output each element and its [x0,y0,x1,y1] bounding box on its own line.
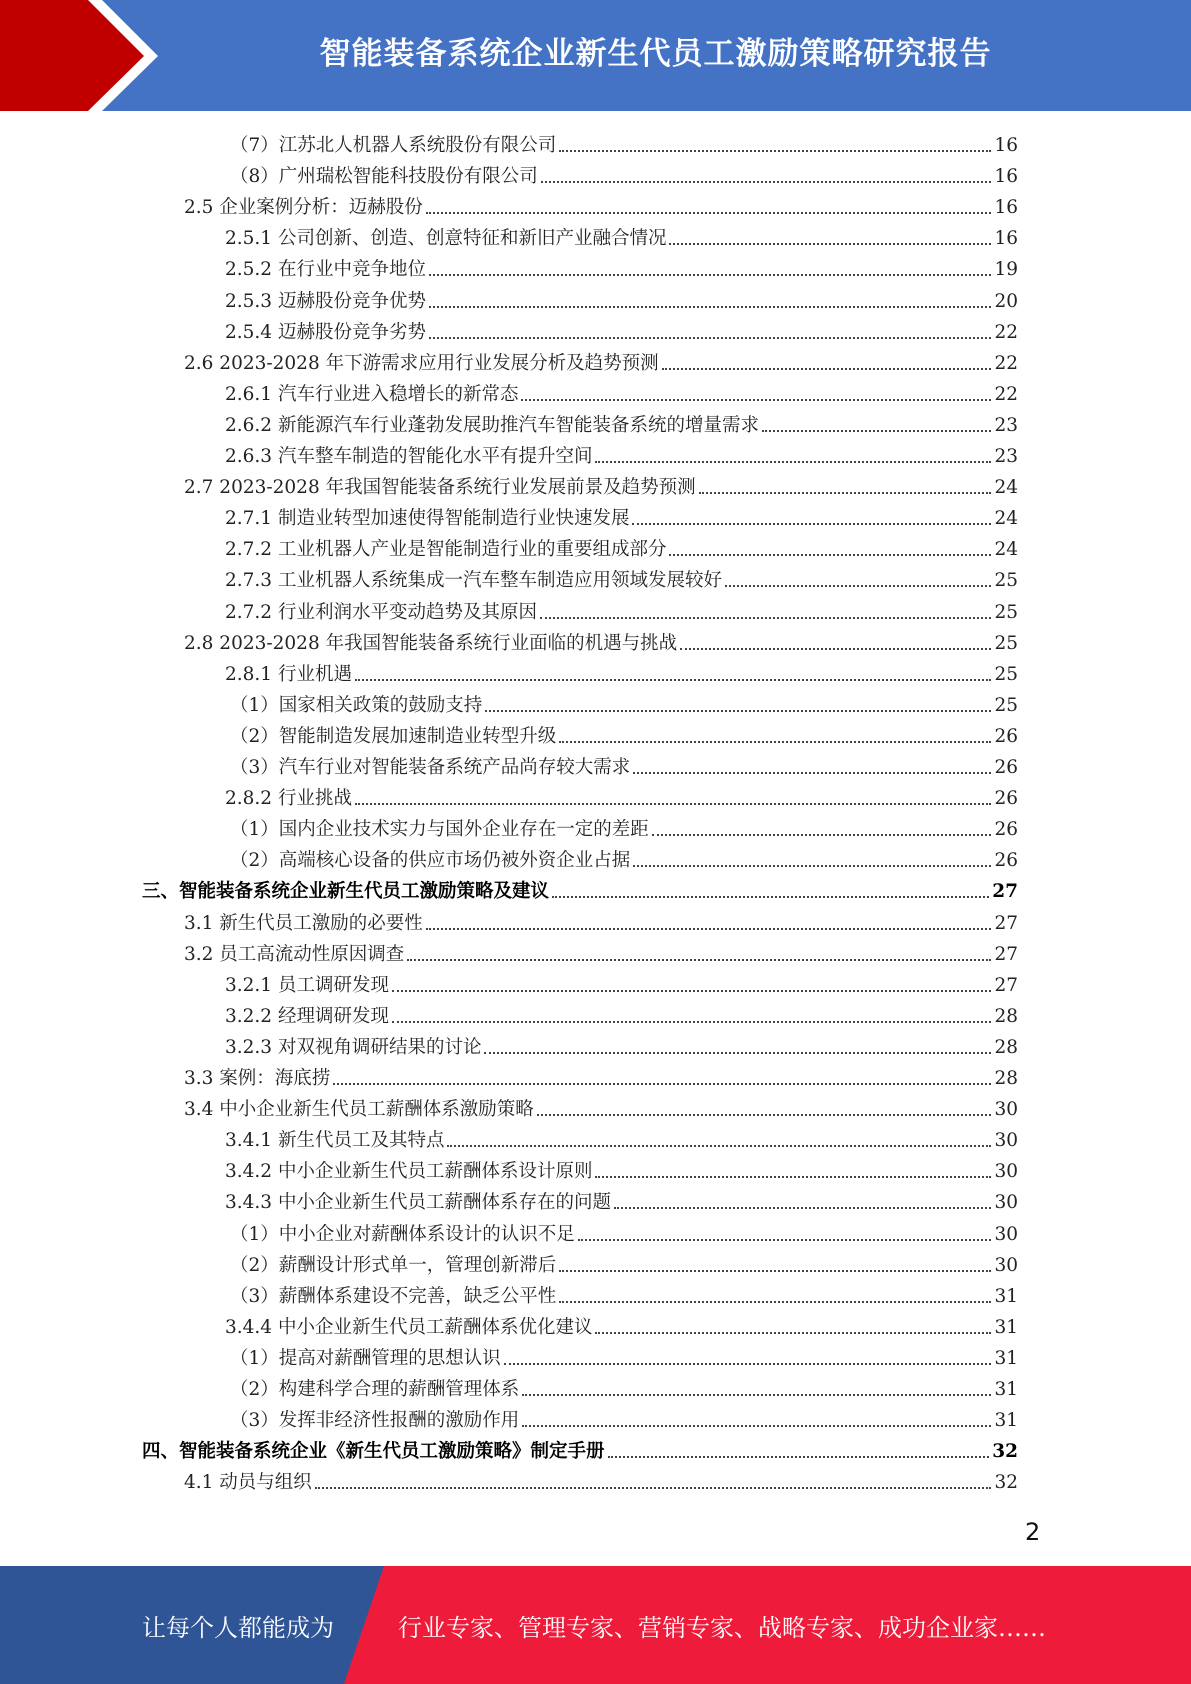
toc-entry-page: 22 [994,383,1018,405]
toc-entry[interactable] [225,438,1018,469]
toc-leader-dots [725,585,991,587]
toc-entry-title: 3.4.3 中小企业新生代员工薪酬体系存在的问题 [225,1192,611,1214]
toc-entry[interactable] [142,873,1018,904]
toc-leader-dots [447,1145,991,1147]
toc-entry-page: 22 [994,321,1018,343]
toc-entry-page: 16 [994,197,1018,219]
toc-entry[interactable] [225,998,1018,1029]
toc-entry-page: 31 [994,1285,1018,1307]
toc-entry-title: 2.5.4 迈赫股份竞争劣势 [225,321,426,343]
toc-entry-title: 2.7.1 制造业转型加速使得智能制造行业快速发展 [225,508,630,530]
toc-entry-page: 28 [994,1068,1018,1089]
toc-entry[interactable] [184,189,1018,220]
toc-entry-page: 30 [994,1130,1018,1152]
toc-leader-dots [541,181,992,183]
report-title: 智能装备系统企业新生代员工激励策略研究报告 [319,35,992,72]
toc-entry[interactable] [225,1122,1018,1153]
toc-leader-dots [484,1052,991,1054]
page-number: 2 [1025,1518,1041,1546]
toc-leader-dots [537,1114,992,1116]
toc-entry[interactable] [225,283,1018,314]
toc-entry-title: 2.7.2 工业机器人产业是智能制造行业的重要组成部分 [225,539,667,561]
toc-entry[interactable] [230,1371,1018,1402]
toc-entry-title: 2.6.2 新能源汽车行业蓬勃发展助推汽车智能装备系统的增量需求 [225,414,759,436]
toc-entry-title: 3.3 案例：海底捞 [184,1068,331,1089]
toc-entry[interactable] [184,905,1018,936]
toc-entry-page: 32 [994,1472,1018,1494]
toc-entry-title: （1）国内企业技术实力与国外企业存在一定的差距 [230,819,649,841]
toc-leader-dots [552,896,989,898]
toc-entry[interactable] [230,1216,1018,1247]
toc-entry[interactable] [225,1309,1018,1340]
toc-leader-dots [429,306,991,308]
toc-entry-title: 2.7 2023-2028 年我国智能装备系统行业发展前景及趋势预测 [184,477,696,499]
toc-entry[interactable] [225,1153,1018,1184]
toc-entry-title: （1）提高对薪酬管理的思想认识 [230,1347,501,1369]
toc-entry-page: 26 [994,850,1018,872]
toc-entry-title: 四、智能装备系统企业《新生代员工激励策略》制定手册 [142,1441,605,1463]
toc-entry-page: 30 [994,1254,1018,1276]
toc-entry[interactable] [225,594,1018,625]
toc-entry[interactable] [225,251,1018,282]
toc-leader-dots [392,1021,991,1023]
toc-leader-dots [333,1083,991,1085]
toc-entry-title: 2.5 企业案例分析：迈赫股份 [184,197,423,219]
toc-entry[interactable] [225,1029,1018,1060]
toc-entry-page: 26 [994,725,1018,747]
toc-entry-page: 27 [992,881,1018,903]
toc-entry-page: 25 [994,694,1018,716]
footer-slogan: 让每个人都能成为 [142,1613,334,1642]
toc-entry[interactable] [230,1402,1018,1433]
toc-entry[interactable] [225,531,1018,562]
toc-entry-page: 24 [994,477,1018,499]
toc-entry-page: 27 [994,943,1018,965]
toc-entry-title: 3.1 新生代员工激励的必要性 [184,912,423,934]
toc-entry-title: 3.2.1 员工调研发现 [225,974,389,996]
toc-entry-title: （7）江苏北人机器人系统股份有限公司 [230,135,557,156]
toc-entry[interactable] [184,1464,1018,1495]
toc-entry[interactable] [184,936,1018,967]
toc-entry-page: 30 [994,1192,1018,1214]
toc-entry[interactable] [230,687,1018,718]
toc-leader-dots [315,1487,992,1489]
toc-entry-page: 31 [994,1410,1018,1432]
toc-entry[interactable] [184,1060,1018,1091]
toc-entry-page: 27 [994,912,1018,934]
toc-entry-page: 32 [992,1441,1018,1463]
toc-entry-title: 3.4 中小企业新生代员工薪酬体系激励策略 [184,1099,534,1121]
toc-entry-page: 30 [994,1099,1018,1121]
toc-leader-dots [662,368,992,370]
toc-entry[interactable] [225,562,1018,593]
toc-entry-title: 2.6 2023-2028 年下游需求应用行业发展分析及趋势预测 [184,352,659,374]
toc-entry[interactable] [225,376,1018,407]
toc-leader-dots [632,523,991,525]
toc-leader-dots [669,243,991,245]
toc-leader-dots [559,150,991,152]
toc-entry[interactable] [230,749,1018,780]
toc-entry[interactable] [230,1247,1018,1278]
toc-entry-title: 3.2.2 经理调研发现 [225,1005,389,1027]
toc-leader-dots [762,430,991,432]
toc-leader-dots [595,1332,991,1334]
toc-leader-dots [407,959,991,961]
toc-entry[interactable] [142,1433,1018,1464]
toc-leader-dots [522,1425,991,1427]
toc-entry-page: 20 [994,290,1018,312]
toc-entry-page: 16 [994,228,1018,250]
toc-entry[interactable] [230,1340,1018,1371]
toc-leader-dots [522,1394,991,1396]
toc-entry[interactable] [225,780,1018,811]
toc-leader-dots [355,803,992,805]
toc-leader-dots [595,461,991,463]
toc-entry-title: （2）高端核心设备的供应市场仍被外资企业占据 [230,850,631,872]
toc-leader-dots [669,554,991,556]
toc-entry[interactable] [230,842,1018,873]
toc-entry[interactable] [225,1184,1018,1215]
toc-leader-dots [559,741,991,743]
toc-entry-page: 22 [994,352,1018,374]
toc-entry-page: 31 [994,1316,1018,1338]
toc-leader-dots [355,679,992,681]
toc-entry-title: （3）薪酬体系建设不完善，缺乏公平性 [230,1285,557,1307]
toc-entry-page: 30 [994,1223,1018,1245]
toc-entry[interactable] [225,220,1018,251]
toc-entry[interactable] [225,500,1018,531]
toc-entry[interactable] [184,625,1018,656]
toc-leader-dots [485,710,991,712]
toc-leader-dots [559,1270,991,1272]
toc-entry[interactable] [184,1091,1018,1122]
toc-entry[interactable] [225,407,1018,438]
toc-entry-title: 3.4.4 中小企业新生代员工薪酬体系优化建议 [225,1316,593,1338]
toc-leader-dots [633,865,991,867]
toc-entry-page: 26 [994,757,1018,778]
toc-entry-page: 26 [994,819,1018,841]
toc-leader-dots [559,1301,991,1303]
toc-entry-title: 2.8.2 行业挑战 [225,788,352,810]
toc-entry[interactable] [230,127,1018,158]
toc-leader-dots [426,928,992,930]
toc-entry[interactable] [184,469,1018,500]
toc-entry-page: 30 [994,1161,1018,1183]
toc-entry-title: （1）中小企业对薪酬体系设计的认识不足 [230,1223,575,1245]
toc-entry[interactable] [230,811,1018,842]
toc-entry-title: 4.1 动员与组织 [184,1472,312,1494]
toc-entry-page: 16 [994,166,1018,188]
toc-leader-dots [652,834,992,836]
toc-entry-page: 23 [994,446,1018,467]
toc-entry-title: 2.8 2023-2028 年我国智能装备系统行业面临的机遇与挑战 [184,632,678,654]
toc-entry[interactable] [184,345,1018,376]
toc-entry-page: 23 [994,414,1018,436]
toc-leader-dots [392,990,991,992]
toc-leader-dots [614,1207,991,1209]
toc-entry-title: 2.6.3 汽车整车制造的智能化水平有提升空间 [225,446,593,467]
toc-entry-title: 三、智能装备系统企业新生代员工激励策略及建议 [142,881,550,903]
toc-entry-title: 2.5.3 迈赫股份竞争优势 [225,290,426,312]
toc-entry-title: 3.2 员工高流动性原因调查 [184,943,405,965]
toc-entry-page: 25 [994,663,1018,685]
toc-entry-title: 2.6.1 汽车行业进入稳增长的新常态 [225,383,519,405]
toc-entry-page: 24 [994,539,1018,561]
toc-entry-page: 28 [994,1036,1018,1058]
toc-entry-page: 27 [994,974,1018,996]
toc-entry-page: 16 [994,135,1018,156]
toc-entry-page: 19 [994,259,1018,281]
toc-entry-title: （1）国家相关政策的鼓励支持 [230,694,483,716]
toc-entry-title: （3）汽车行业对智能装备系统产品尚存较大需求 [230,757,631,778]
toc-entry-title: 3.4.1 新生代员工及其特点 [225,1130,445,1152]
page-header [0,0,1191,111]
toc-entry-title: 2.7.3 工业机器人系统集成一汽车整车制造应用领域发展较好 [225,570,722,592]
toc-entry-page: 31 [994,1379,1018,1400]
toc-leader-dots [680,648,991,650]
toc-leader-dots [595,1176,991,1178]
toc-entry-title: （2）智能制造发展加速制造业转型升级 [230,725,557,747]
toc-entry-title: （2）薪酬设计形式单一，管理创新滞后 [230,1254,557,1276]
toc-entry-title: 2.5.1 公司创新、创造、创意特征和新旧产业融合情况 [225,228,667,250]
toc-entry-page: 28 [994,1005,1018,1027]
toc-leader-dots [633,772,991,774]
toc-leader-dots [578,1239,992,1241]
toc-entry-title: （3）发挥非经济性报酬的激励作用 [230,1410,520,1432]
toc-leader-dots [699,492,992,494]
toc-entry-title: 2.7.2 行业利润水平变动趋势及其原因 [225,601,537,623]
toc-entry[interactable] [230,158,1018,189]
toc-entry-page: 25 [994,601,1018,623]
toc-entry[interactable] [230,718,1018,749]
toc-leader-dots [426,212,992,214]
toc-entry[interactable] [225,967,1018,998]
toc-entry[interactable] [225,656,1018,687]
toc-entry[interactable] [230,1278,1018,1309]
toc-leader-dots [608,1456,990,1458]
toc-leader-dots [429,337,991,339]
toc-entry-page: 26 [994,788,1018,810]
toc-entry-page: 25 [994,570,1018,592]
toc-entry-title: 2.8.1 行业机遇 [225,663,352,685]
toc-leader-dots [540,617,991,619]
toc-leader-dots [504,1363,992,1365]
toc-entry-title: （8）广州瑞松智能科技股份有限公司 [230,166,538,188]
page-footer [0,1566,1191,1684]
toc-leader-dots [521,399,991,401]
footer-roles: 行业专家、管理专家、营销专家、战略专家、成功企业家…… [398,1613,1046,1642]
toc-entry-page: 31 [994,1347,1018,1369]
toc-entry-title: 3.2.3 对双视角调研结果的讨论 [225,1036,482,1058]
toc-entry-page: 25 [994,632,1018,654]
toc-entry-title: 3.4.2 中小企业新生代员工薪酬体系设计原则 [225,1161,593,1183]
toc-leader-dots [429,274,991,276]
toc-entry-title: 2.5.2 在行业中竞争地位 [225,259,426,281]
toc-entry[interactable] [225,314,1018,345]
toc-entry-title: （2）构建科学合理的薪酬管理体系 [230,1379,520,1400]
toc-entry-page: 24 [994,508,1018,530]
